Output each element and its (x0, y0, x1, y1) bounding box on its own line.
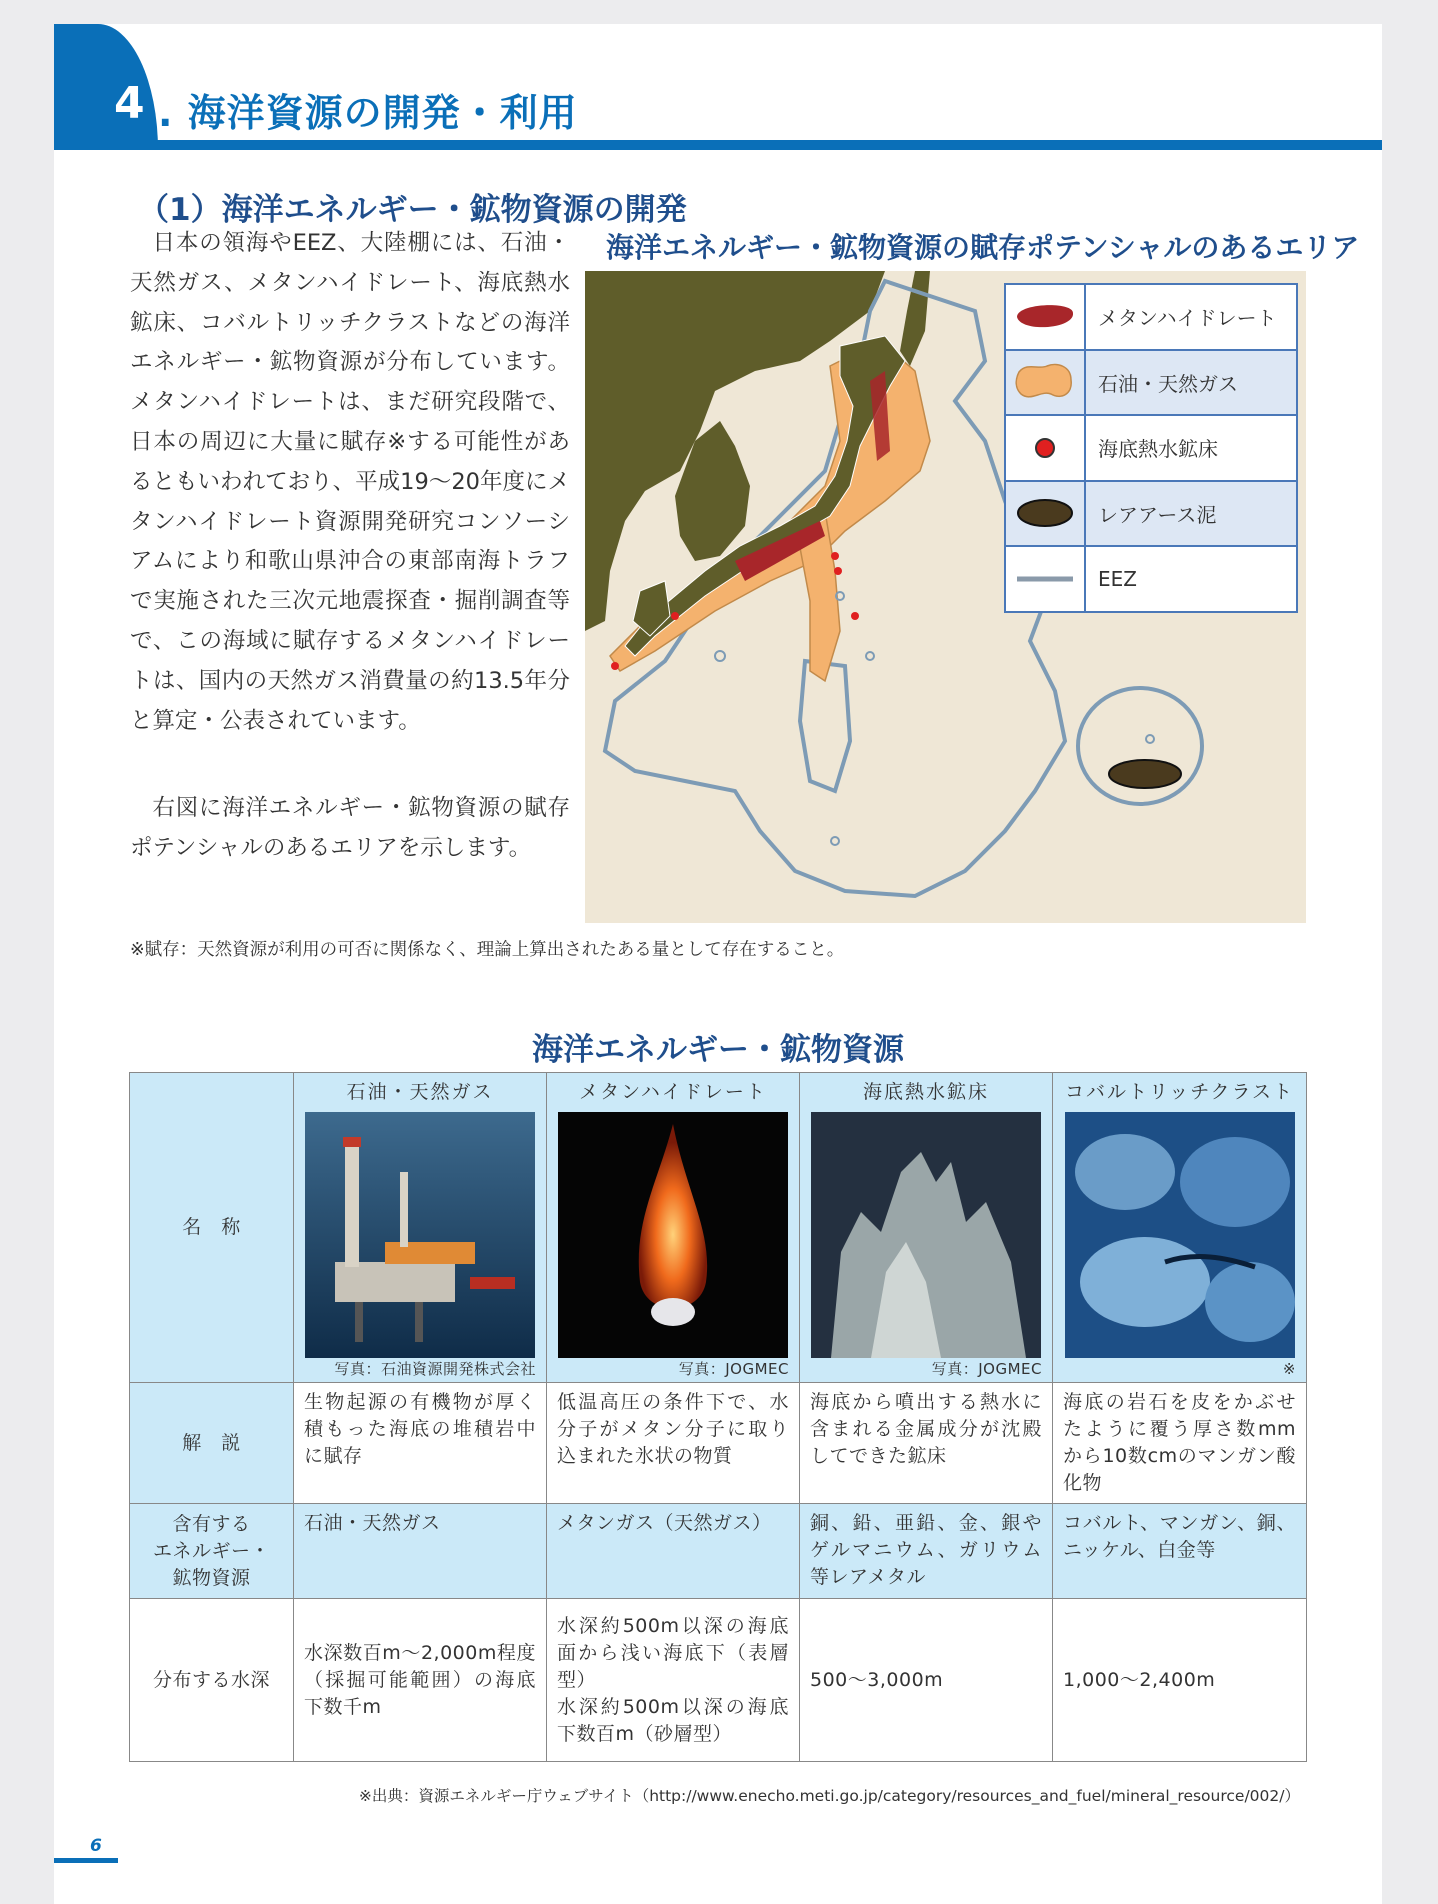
hydrothermal-site (671, 612, 679, 620)
source-note: ※出典：資源エネルギー庁ウェブサイト（http://www.enecho.meti.go.jp/category/resources_and_fuel/mineral_resource/002/） (358, 1787, 1300, 1805)
cell-oil-gas (294, 1073, 547, 1383)
legend-item-oil-gas (1006, 351, 1296, 417)
methane-hydrate-swatch-icon (1013, 299, 1077, 335)
table-title: 海洋エネルギー・鉱物資源 (532, 1032, 904, 1068)
body-paragraph-2: 右図に海洋エネルギー・鉱物資源の賦存ポテンシャルのあるエリアを示します。 (130, 795, 570, 861)
row-header-line: エネルギー・ (152, 1539, 270, 1562)
oil-gas-swatch-icon (1013, 360, 1077, 404)
rare-earth-mud-swatch-icon (1013, 495, 1077, 531)
hydrothermal-site (611, 662, 619, 670)
contained-cell: 銅、鉛、亜鉛、金、銀やゲルマニウム、ガリウム等レアメタル (800, 1504, 1053, 1599)
legend-label: 石油・天然ガス (1098, 371, 1238, 396)
cell-methane-hydrate (547, 1073, 800, 1383)
hydrothermal-site (851, 612, 859, 620)
table-row-depth (130, 1599, 1307, 1762)
hydrothermal-site (831, 552, 839, 560)
description-cell: 海底から噴出する熱水に含まれる金属成分が沈殿してできた鉱床 (800, 1383, 1053, 1504)
map-title: 海洋エネルギー・鉱物資源の賦存ポテンシャルのあるエリア (606, 231, 1360, 264)
hydrothermal-dot-icon (1030, 433, 1060, 463)
subsection-title: （1）海洋エネルギー・鉱物資源の開発 (138, 192, 687, 228)
table-row-name (130, 1073, 1307, 1383)
section-title: . 海洋資源の開発・利用 (158, 91, 578, 135)
legend-label: メタンハイドレート (1098, 306, 1277, 331)
cobalt-crust-photo (1065, 1112, 1295, 1358)
resource-name: 石油・天然ガス (346, 1081, 494, 1103)
depth-cell: 1,000〜2,400m (1053, 1599, 1307, 1762)
photo-credit: 写真：石油資源開発株式会社 (334, 1360, 536, 1378)
resource-table (129, 1072, 1307, 1762)
map-legend (1004, 283, 1298, 613)
depth-cell: 水深数百m〜2,000m程度（採掘可能範囲）の海底下数千m (294, 1599, 547, 1762)
resource-name: 海底熱水鉱床 (862, 1081, 989, 1103)
island (1146, 735, 1154, 743)
rare-earth-mud-area (1109, 760, 1181, 788)
hydrothermal-site (834, 567, 842, 575)
cell-cobalt-crust (1053, 1073, 1307, 1383)
header-rule (54, 140, 1382, 150)
description-cell: 海底の岩石を皮をかぶせたように覆う厚さ数mmから10数cmのマンガン酸化物 (1053, 1383, 1307, 1504)
table-row-description (130, 1383, 1307, 1504)
table-row-contained (130, 1504, 1307, 1599)
description-cell: 低温高圧の条件下で、水分子がメタン分子に取り込まれた氷状の物質 (547, 1383, 800, 1504)
depth-cell: 500〜3,000m (800, 1599, 1053, 1762)
page-number-rule (54, 1858, 118, 1863)
footnote: ※賦存：天然資源が利用の可否に関係なく、理論上算出されたある量として存在すること。 (130, 940, 845, 960)
row-header-contained (130, 1504, 294, 1599)
contained-cell: メタンガス（天然ガス） (547, 1504, 800, 1599)
row-header-depth: 分布する水深 (130, 1599, 294, 1762)
row-header-line: 鉱物資源 (172, 1566, 251, 1589)
body-paragraph-1: 日本の領海やEEZ、大陸棚には、石油・天然ガス、メタンハイドレート、海底熱水鉱床、コバルトリッチクラストなどの海洋エネルギー・鉱物資源が分布しています。メタンハイドレートは、まだ研究段階で、日本の周辺に大量に賦存※する可能性があるともいわれており、平成19〜20年度にメタンハイドレート資源開発研究コンソーシアムにより和歌山県沖合の東部南海トラフで実施された三次元地震探査・掘削調査等で、この海域に賦存するメタンハイドレートは、国内の天然ガス消費量の約13.5年分と算定・公表されています。 (130, 230, 570, 734)
legend-label: レアアース泥 (1098, 502, 1217, 527)
legend-item-hydrothermal (1006, 416, 1296, 482)
cell-hydrothermal (800, 1073, 1053, 1383)
contained-cell: コバルト、マンガン、銅、ニッケル、白金等 (1053, 1504, 1307, 1599)
legend-label: EEZ (1098, 566, 1137, 591)
legend-item-methane-hydrate (1006, 285, 1296, 351)
methane-flame-photo (558, 1112, 788, 1358)
island (866, 652, 874, 660)
legend-item-eez (1006, 547, 1296, 611)
eez-line-icon (1013, 569, 1077, 589)
resource-name: コバルトリッチクラスト (1065, 1081, 1294, 1103)
description-cell: 生物起源の有機物が厚く積もった海底の堆積岩中に賦存 (294, 1383, 547, 1504)
resource-name: メタンハイドレート (579, 1081, 767, 1103)
photo-credit: 写真：JOGMEC (931, 1360, 1042, 1378)
sakhalin-land (900, 271, 930, 366)
depth-cell: 水深約500m以深の海底面から浅い海底下（表層型） 水深約500m以深の海底下数百m（砂層型） (547, 1599, 800, 1762)
island (831, 837, 839, 845)
page (54, 24, 1382, 1904)
hydrothermal-vent-photo (811, 1112, 1041, 1358)
photo-credit: ※ (1282, 1360, 1296, 1378)
photo-credit: 写真：JOGMEC (678, 1360, 789, 1378)
contained-cell: 石油・天然ガス (294, 1504, 547, 1599)
oil-rig-photo (305, 1112, 535, 1358)
island (715, 651, 725, 661)
row-header-line: 含有する (172, 1512, 251, 1535)
legend-item-rare-earth-mud (1006, 482, 1296, 548)
legend-label: 海底熱水鉱床 (1098, 437, 1218, 462)
page-number: 6 (90, 1836, 102, 1856)
section-number: 4 (114, 78, 145, 129)
row-header-description: 解 説 (130, 1383, 294, 1504)
row-header-name: 名 称 (130, 1073, 294, 1383)
